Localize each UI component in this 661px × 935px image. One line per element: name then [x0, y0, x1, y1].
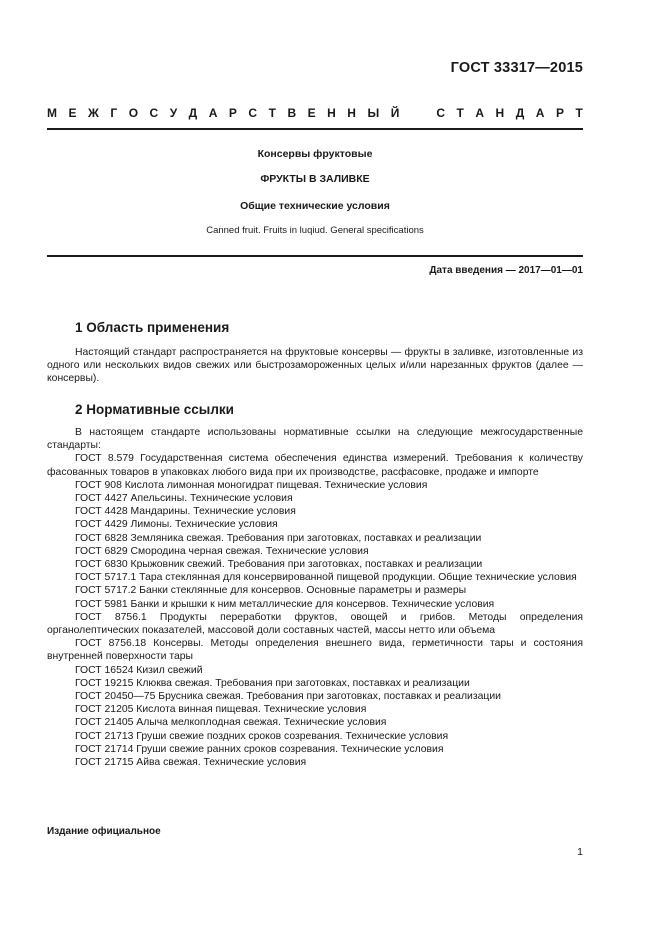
heading-letter: В — [287, 106, 297, 120]
heading-letter: С — [149, 106, 159, 120]
heading-letter: Й — [390, 106, 400, 120]
section-2-title: 2 Нормативные ссылки — [75, 402, 234, 417]
heading-letter: Е — [307, 106, 316, 120]
heading-letter: Ы — [367, 106, 380, 120]
heading-letter: Р — [555, 106, 564, 120]
section-1-title: 1 Область применения — [75, 320, 230, 335]
heading-letter: Т — [268, 106, 276, 120]
reference-item: ГОСТ 21405 Алыча мелкоплодная свежая. Технические условия — [75, 717, 387, 729]
section-1-text: Настоящий стандарт распространяется на фруктовые консервы — фрукты в заливке, изготовленные из одного или нескольких видов свежих или быстрозамороженных целых и/или нарезанных фруктов (далее — консервы). — [47, 347, 583, 385]
heading-letter: Р — [228, 106, 237, 120]
heading-letter: А — [535, 106, 545, 120]
reference-item: ГОСТ 8756.18 Консервы. Методы определения внешнего вида, герметичности тары и состояния внутренней поверхности тары — [47, 638, 583, 663]
gost-code: ГОСТ 33317—2015 — [450, 60, 583, 76]
title-subtitle: Общие технические условия — [240, 200, 390, 212]
reference-item: ГОСТ 4428 Мандарины. Технические условия — [75, 506, 296, 518]
reference-item: ГОСТ 8.579 Государственная система обеспечения единства измерений. Требования к количеству фасованных товаров в упаковках любого вида при их производстве, расфасовке, продаже и импорте — [47, 453, 583, 478]
page-number: 1 — [577, 846, 583, 858]
reference-item: ГОСТ 6830 Крыжовник свежий. Требования при заготовках, поставках и реализации — [75, 559, 483, 571]
heading-letter: О — [128, 106, 139, 120]
reference-item: ГОСТ 4429 Лимоны. Технические условия — [75, 519, 278, 531]
heading-letter: А — [475, 106, 485, 120]
reference-item: ГОСТ 21714 Груши свежие ранних сроков созревания. Технические условия — [75, 743, 444, 755]
reference-item: ГОСТ 8756.1 Продукты переработки фруктов, овощей и грибов. Методы определения органолептических показателей, массовой доли составных частей, массы нетто или объема — [47, 611, 583, 637]
effective-date: Дата введения — 2017—01—01 — [429, 265, 583, 276]
heading-letter: Т — [456, 106, 464, 120]
interstate-standard-heading — [47, 106, 583, 120]
heading-letter: С — [436, 106, 446, 120]
reference-item: ГОСТ 21715 Айва свежая. Технические условия — [75, 757, 307, 769]
reference-item: ГОСТ 21713 Груши свежие поздних сроков созревания. Технические условия — [75, 730, 449, 742]
heading-letter: А — [208, 106, 218, 120]
title-category: Консервы фруктовые — [257, 148, 373, 160]
heading-letter: Е — [68, 106, 77, 120]
heading-letter: У — [169, 106, 178, 120]
references-list — [47, 426, 583, 769]
heading-letter: Н — [495, 106, 505, 120]
heading-letter: С — [248, 106, 258, 120]
heading-letter: Н — [347, 106, 356, 120]
reference-item: ГОСТ 5717.2 Банки стеклянные для консервов. Основные параметры и размеры — [75, 585, 467, 597]
title-english: Canned fruit. Fruits in luqiud. General specifications — [206, 225, 424, 236]
heading-letter: Н — [327, 106, 336, 120]
heading-letter: Г — [110, 106, 118, 120]
title-divider — [47, 255, 583, 257]
top-divider — [47, 128, 583, 130]
reference-item: ГОСТ 19215 Клюква свежая. Требования при заготовках, поставках и реализации — [75, 677, 470, 689]
reference-item: ГОСТ 6829 Смородина черная свежая. Технические условия — [75, 545, 369, 557]
word-gap — [411, 106, 425, 120]
heading-letter: М — [47, 106, 57, 120]
heading-letter: Ж — [88, 106, 99, 120]
reference-item: ГОСТ 20450—75 Брусника свежая. Требования при заготовках, поставках и реализации — [75, 691, 501, 703]
reference-item: ГОСТ 5981 Банки и крышки к ним металлические для консервов. Технические условия — [75, 598, 495, 610]
reference-item: ГОСТ 6828 Земляника свежая. Требования при заготовках, поставках и реализации — [75, 532, 482, 544]
reference-item: ГОСТ 16524 Кизил свежий — [75, 664, 203, 676]
reference-item: ГОСТ 908 Кислота лимонная моногидрат пищевая. Технические условия — [75, 479, 428, 491]
heading-letter: Т — [575, 106, 583, 120]
official-edition-label: Издание официальное — [47, 826, 161, 837]
title-main: ФРУКТЫ В ЗАЛИВКЕ — [260, 173, 370, 185]
heading-letter: Д — [188, 106, 198, 120]
reference-item: ГОСТ 21205 Кислота винная пищевая. Технические условия — [75, 704, 367, 716]
reference-item: ГОСТ 4427 Апельсины. Технические условия — [75, 493, 293, 505]
reference-item: ГОСТ 5717.1 Тара стеклянная для консервированной пищевой продукции. Общие технические условия — [75, 572, 577, 584]
references-intro: В настоящем стандарте использованы нормативные ссылки на следующие межгосударственные стандарты: — [47, 427, 583, 452]
heading-letter: Д — [515, 106, 525, 120]
